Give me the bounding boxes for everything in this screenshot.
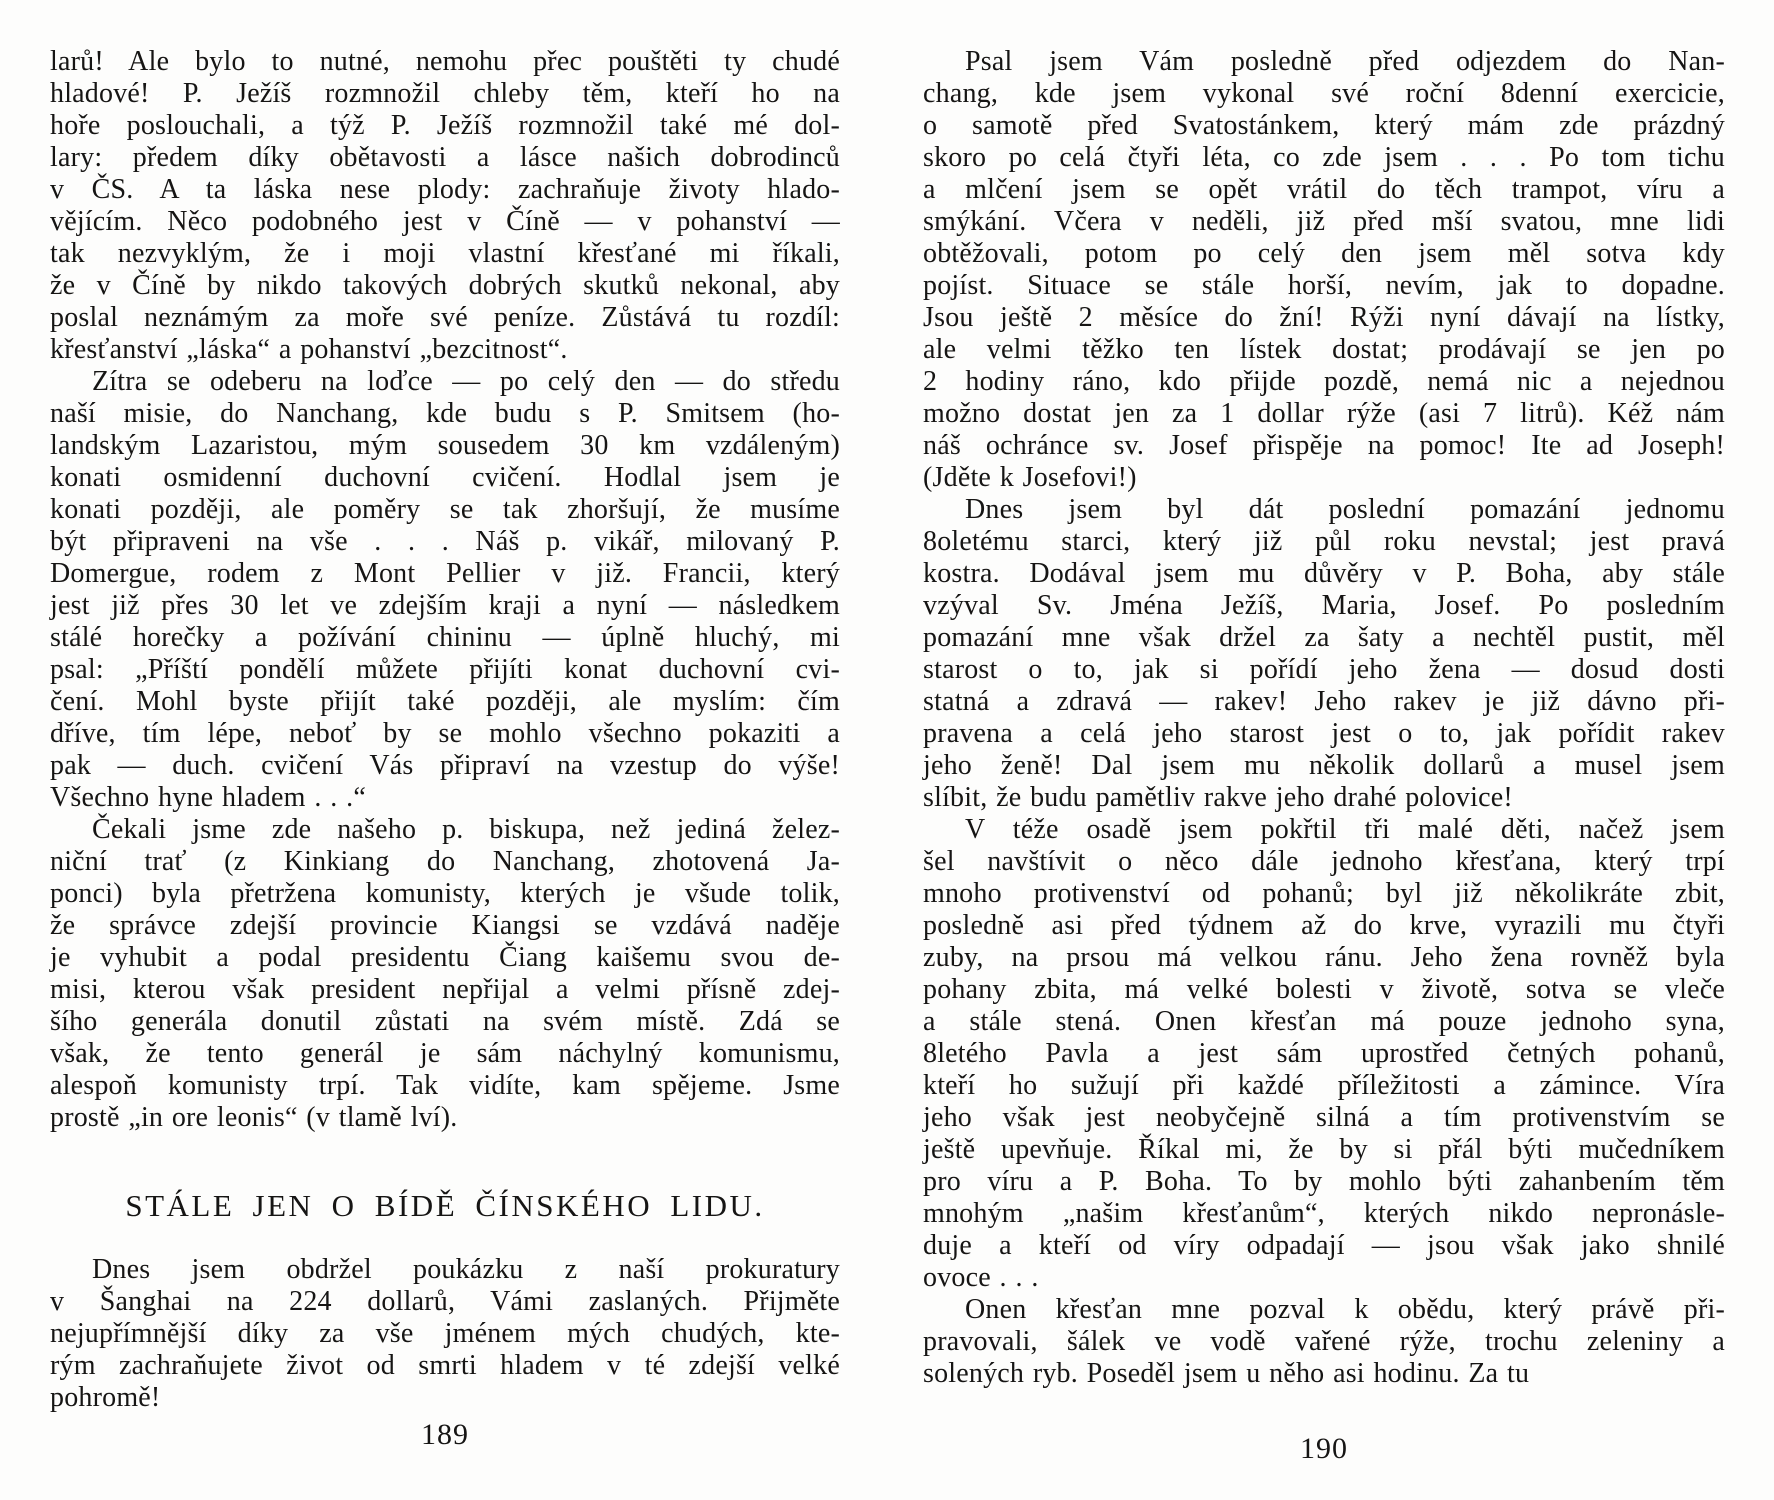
text-line: jeho ženě! Dal jsem mu několik dollarů a musel jsem bbox=[923, 750, 1725, 781]
page-190-text-column bbox=[923, 46, 1725, 1390]
text-line: ale velmi těžko ten lístek dostat; prodávají se jen po bbox=[923, 334, 1725, 365]
text-line: Domergue, rodem z Mont Pellier v již. Francii, který bbox=[50, 558, 840, 589]
text-line: nejupřímnější díky za vše jménem mých chudých, kte- bbox=[50, 1318, 840, 1349]
text-line: vějícím. Něco podobného jest v Číně — v pohanství — bbox=[50, 206, 840, 237]
text-line: poslal neznámým za moře své peníze. Zůstává tu rozdíl: bbox=[50, 302, 840, 333]
text-line: prostě „in ore leonis“ (v tlamě lví). bbox=[50, 1102, 458, 1133]
text-line: alespoň komunisty trpí. Tak vidíte, kam spějeme. Jsme bbox=[50, 1070, 840, 1101]
text-line: misi, kterou však president nepřijal a velmi přísně zdej- bbox=[50, 974, 840, 1005]
text-line: pak — duch. cvičení Vás připraví na vzestup do výše! bbox=[50, 750, 840, 781]
text-line: lary: předem díky obětavosti a lásce našich dobrodinců bbox=[50, 142, 840, 173]
paragraph bbox=[923, 46, 1725, 494]
text-line: pravovali, šálek ve vodě vařené rýže, trochu zeleniny a bbox=[923, 1326, 1725, 1357]
section-heading: STÁLE JEN O BÍDĚ ČÍNSKÉHO LIDU. bbox=[125, 1188, 765, 1223]
text-line: možno dostat jen za 1 dollar rýže (asi 7 litrů). Kéž nám bbox=[923, 398, 1725, 429]
text-line: v ČS. A ta láska nese plody: zachraňuje životy hlado- bbox=[50, 174, 840, 205]
text-line: statná a zdravá — rakev! Jeho rakev je již dávno při- bbox=[923, 686, 1725, 717]
text-line: obtěžovali, potom po celý den jsem měl sotva kdy bbox=[923, 238, 1725, 269]
text-line: pojíst. Situace se stále horší, nevím, jak to dopadne. bbox=[923, 270, 1725, 301]
text-line: Zítra se odeberu na loďce — po celý den — do středu bbox=[92, 366, 840, 397]
text-line: šího generála donutil zůstati na svém místě. Zdá se bbox=[50, 1006, 840, 1037]
text-line: vzýval Sv. Jména Ježíš, Maria, Josef. Po posledním bbox=[923, 590, 1725, 621]
text-line: starost o to, jak si pořídí jeho žena — dosud dosti bbox=[923, 654, 1725, 685]
paragraph bbox=[923, 494, 1725, 814]
text-line: a stále stená. Onen křesťan má pouze jednoho syna, bbox=[923, 1006, 1725, 1037]
text-line: niční trať (z Kinkiang do Nanchang, zhotovená Ja- bbox=[50, 846, 840, 877]
text-line: 8letého Pavla a jest sám uprostřed četných pohanů, bbox=[923, 1038, 1725, 1069]
text-line: náš ochránce sv. Josef přispěje na pomoc! Ite ad Joseph! bbox=[923, 430, 1725, 461]
text-line: že správce zdejší provincie Kiangsi se vzdává naděje bbox=[50, 910, 840, 941]
text-line: je vyhubit a podal presidentu Čiang kaišemu svou de- bbox=[50, 942, 840, 973]
paragraph bbox=[50, 46, 840, 366]
text-line: a mlčení jsem se opět vrátil do těch trampot, víru a bbox=[923, 174, 1725, 205]
text-line: o samotě před Svatostánkem, který mám zde prázdný bbox=[923, 110, 1725, 141]
page-number-189: 189 bbox=[421, 1418, 469, 1451]
text-line: 8oletému starci, který již půl roku nevstal; jest pravá bbox=[923, 526, 1725, 557]
text-line: kostra. Dodával jsem mu důvěry v P. Boha, aby stále bbox=[923, 558, 1725, 589]
text-line: V téže osadě jsem pokřtil tři malé děti, načež jsem bbox=[965, 814, 1725, 845]
text-line: být připraveni na vše . . . Náš p. vikář, milovaný P. bbox=[50, 526, 840, 557]
text-line: jest již přes 30 let ve zdejším kraji a nyní — následkem bbox=[50, 590, 840, 621]
text-line: smýkání. Včera v neděli, již před mší svatou, mne lidi bbox=[923, 206, 1725, 237]
text-line: larů! Ale bylo to nutné, nemohu přec pouštěti ty chudé bbox=[50, 46, 840, 77]
paragraph bbox=[50, 1254, 840, 1414]
text-line: v Šanghai na 224 dollarů, Vámi zaslaných. Přijměte bbox=[50, 1286, 840, 1317]
text-line: 2 hodiny ráno, kdo přijde pozdě, nemá nic a nejednou bbox=[923, 366, 1725, 397]
text-line: duje a kteří od víry odpadají — jsou však jako shnilé bbox=[923, 1230, 1725, 1261]
text-line: že v Číně by nikdo takových dobrých skutků nekonal, aby bbox=[50, 270, 840, 301]
text-line: pohromě! bbox=[50, 1382, 161, 1413]
text-line: kteří ho sužují při každé příležitosti a zámince. Víra bbox=[923, 1070, 1725, 1101]
text-line: pomazání mne však držel za šaty a nechtěl pustit, měl bbox=[923, 622, 1725, 653]
text-line: Všechno hyne hladem . . .“ bbox=[50, 782, 366, 813]
text-line: chang, kde jsem vykonal své roční 8denní exercicie, bbox=[923, 78, 1725, 109]
text-line: šel navštívit o něco dále jednoho křesťana, který trpí bbox=[923, 846, 1725, 877]
page-number-190: 190 bbox=[1300, 1432, 1348, 1465]
text-line: Dnes jsem byl dát poslední pomazání jednomu bbox=[965, 494, 1725, 525]
text-line: ponci) byla přetržena komunisty, kterých je všude tolik, bbox=[50, 878, 840, 909]
text-line: rým zachraňujete život od smrti hladem v té zdejší velké bbox=[50, 1350, 840, 1381]
text-line: ovoce . . . bbox=[923, 1262, 1039, 1293]
text-line: zuby, na prsou má velkou ránu. Jeho žena rovněž byla bbox=[923, 942, 1725, 973]
paragraph bbox=[923, 1294, 1725, 1390]
text-line: pohany zbita, má velké bolesti v životě, sotva se vleče bbox=[923, 974, 1725, 1005]
text-line: hoře poslouchali, a týž P. Ježíš rozmnožil také mé dol- bbox=[50, 110, 840, 141]
text-line: slíbit, že budu pamětliv rakve jeho drahé polovice! bbox=[923, 782, 1513, 813]
paragraph bbox=[50, 814, 840, 1134]
paragraph bbox=[923, 814, 1725, 1294]
text-line: čení. Mohl byste přijít také později, ale myslím: čím bbox=[50, 686, 840, 717]
text-line: ještě upevňuje. Říkal mi, že by si přál býti mučedníkem bbox=[923, 1134, 1725, 1165]
text-line: posledně asi před týdnem až do krve, vyrazili mu čtyři bbox=[923, 910, 1725, 941]
text-line: Psal jsem Vám posledně před odjezdem do Nan- bbox=[965, 46, 1725, 77]
page-189-text-column bbox=[50, 46, 840, 1414]
text-line: Onen křesťan mne pozval k obědu, který právě při- bbox=[965, 1294, 1725, 1325]
text-line: Dnes jsem obdržel poukázku z naší prokuratury bbox=[92, 1254, 840, 1285]
text-line: solených ryb. Poseděl jsem u něho asi hodinu. Za tu bbox=[923, 1358, 1530, 1389]
text-line: pravena a celá jeho starost jest o to, jak pořídit rakev bbox=[923, 718, 1725, 749]
paragraph bbox=[50, 366, 840, 814]
text-line: naší misie, do Nanchang, kde budu s P. Smitsem (ho- bbox=[50, 398, 840, 429]
text-line: křesťanství „láska“ a pohanství „bezcitnost“. bbox=[50, 334, 568, 365]
text-line: tak nezvyklým, že i moji vlastní křesťané mi říkali, bbox=[50, 238, 840, 269]
text-line: Čekali jsme zde našeho p. biskupa, než jediná želez- bbox=[92, 814, 840, 845]
text-line: Jsou ještě 2 měsíce do žní! Rýži nyní dávají na lístky, bbox=[923, 302, 1725, 333]
text-line: konati později, ale poměry se tak zhoršují, že musíme bbox=[50, 494, 840, 525]
text-line: hladové! P. Ježíš rozmnožil chleby těm, kteří ho na bbox=[50, 78, 840, 109]
text-line: dříve, tím lépe, neboť by se mohlo všechno pokaziti a bbox=[50, 718, 840, 749]
text-line: psal: „Příští pondělí můžete přijíti konat duchovní cvi- bbox=[50, 654, 840, 685]
text-line: (Jděte k Josefovi!) bbox=[923, 462, 1137, 493]
text-line: však, že tento generál je sám náchylný komunismu, bbox=[50, 1038, 840, 1069]
text-line: mnoho protivenství od pohanů; byl již několikráte zbit, bbox=[923, 878, 1725, 909]
text-line: pro víru a P. Boha. To by mohlo býti zahanbením těm bbox=[923, 1166, 1725, 1197]
text-line: skoro po celá čtyři léta, co zde jsem . . . Po tom tichu bbox=[923, 142, 1725, 173]
text-line: landským Lazaristou, mým sousedem 30 km vzdáleným) bbox=[50, 430, 840, 461]
text-line: jeho však jest neobyčejně silná a tím protivenstvím se bbox=[923, 1102, 1725, 1133]
text-line: mnohým „našim křesťanům“, kterých nikdo nepronásle- bbox=[923, 1198, 1725, 1229]
text-line: stálé horečky a požívání chininu — úplně hluchý, mi bbox=[50, 622, 840, 653]
text-line: konati osmidenní duchovní cvičení. Hodlal jsem je bbox=[50, 462, 840, 493]
